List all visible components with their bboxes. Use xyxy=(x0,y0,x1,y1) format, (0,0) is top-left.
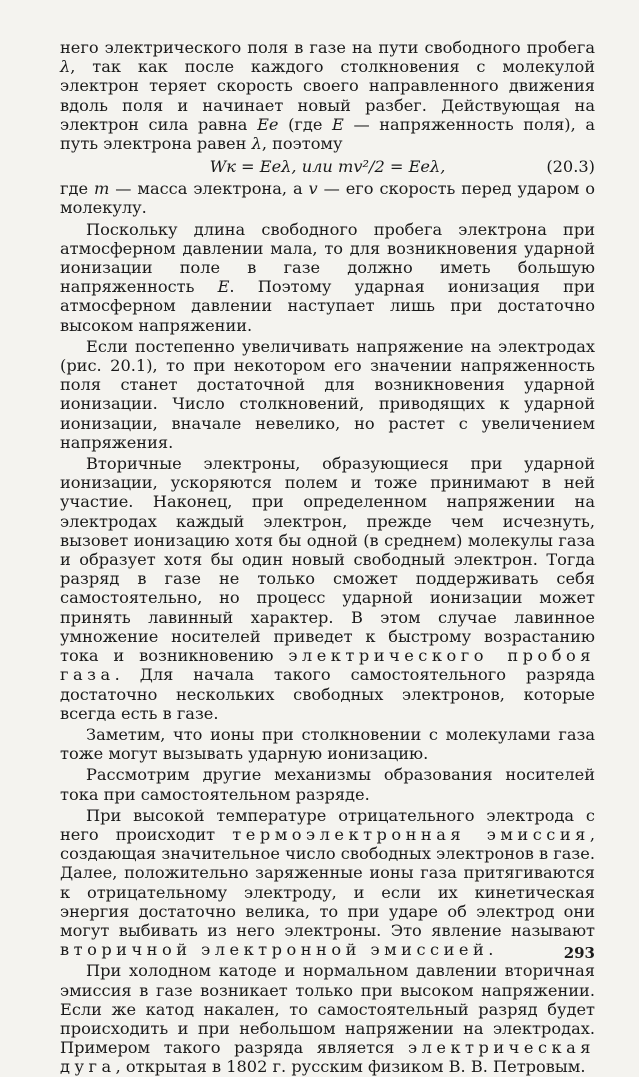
paragraph-7: Рассмотрим другие механизмы образования носителей тока при самостоятельном разряде. xyxy=(60,765,595,804)
text-run: . Для начала такого самостоятельного разряда достаточно нескольких свободных электронов, которые всегда есть в газе. xyxy=(60,665,595,723)
text-run: где xyxy=(60,179,94,199)
symbol-lambda: λ xyxy=(251,134,262,154)
text-run: . xyxy=(488,940,494,960)
text-run: (где xyxy=(278,114,333,134)
text-run: него электрического поля в газе на пути свободного пробега xyxy=(60,38,595,57)
paragraph-1 xyxy=(60,38,595,153)
term-electric-breakdown: электрического пробоя газа xyxy=(60,646,595,685)
formula-number: (20.3) xyxy=(546,157,595,177)
text-run: — напряженность поля), а путь электрона равен xyxy=(60,114,595,154)
text-run: , так как после каждого столкновения с молекулой электрон теряет скорость своего направленного движения вдоль поля и начинает новый разбег. Действующая на электрон сила равна xyxy=(60,57,595,134)
paragraph-6: Заметим, что ионы при столкновении с молекулами газа тоже могут вызывать ударную ионизацию. xyxy=(60,724,595,764)
text-run: При высокой температуре отрицательного электрода с него происходит xyxy=(60,805,595,844)
page-number: 293 xyxy=(563,944,595,962)
formula-expression: Wк = Eeλ, или mv²/2 = Eeλ, xyxy=(209,157,446,177)
term-thermionic-emission: термоэлектронная эмиссия xyxy=(232,824,590,844)
symbol-e: E xyxy=(332,114,344,134)
text-run: , поэтому xyxy=(261,134,343,154)
paragraph-9 xyxy=(60,961,595,1076)
symbol-m: m xyxy=(93,179,110,199)
text-run: Вторичные электроны, образующиеся при ударной ионизации, ускоряются полем и тоже принимают в ней участие. Наконец, при определенном напряжении на электродах каждый электрон, прежде чем исчезнуть, вызовет ионизацию хотя бы одной (в среднем) молекулы газа и образует хотя бы один новый свободный электрон. Тогда разряд в газе не только сможет поддерживать себя самостоятельно, но процесс ударной ионизации может принять лавинный характер. В этом случае лавинное умножение носителей приведет к быстрому возрастанию тока и возникновению xyxy=(60,454,595,666)
text-run: — его скорость перед ударом о молекулу. xyxy=(60,179,595,218)
symbol-e: E xyxy=(217,277,230,297)
paragraph-8 xyxy=(60,806,595,960)
text-run: При холодном катоде и нормальном давлении вторичная эмиссия в газе возникает только при высоком напряжении. Если же катод накален, то самостоятельный разряд будет происходить и при небольшом напряжении на электродах. Примером такого разряда является xyxy=(60,961,595,1058)
text-run: — масса электрона, а xyxy=(109,179,309,199)
paragraph-3 xyxy=(60,220,595,335)
symbol-v: v xyxy=(308,179,318,199)
text-run: , открытая в 1802 г. русским физиком В. В. Петровым. xyxy=(115,1057,586,1077)
formula-20-3 xyxy=(60,156,595,178)
term-electric-arc: электрическая дуга xyxy=(60,1038,595,1077)
symbol-ee: Ee xyxy=(257,114,279,134)
term-secondary-emission: вторичной электронной эмиссией xyxy=(60,940,489,960)
paragraph-2 xyxy=(60,179,595,217)
symbol-lambda: λ xyxy=(60,57,71,77)
text-run: . Поэтому ударная ионизация при атмосферном давлении наступает лишь при достаточно высоком напряжении. xyxy=(60,277,596,335)
paragraph-5 xyxy=(60,454,595,723)
text-run: , создающая значительное число свободных электронов в газе. Далее, положительно заряженные ионы газа притягиваются к отрицательному электроду, и если их кинетическая энергия достаточно велика, то при ударе об электрод они могут выбивать из него электроны. Это явление называют xyxy=(60,824,595,940)
paragraph-4: Если постепенно увеличивать напряжение на электродах (рис. 20.1), то при некотором его значении напряженность поля станет достаточной для возникновения ударной ионизации. Число столкновений, приводящих к ударной ионизации, вначале невелико, но растет с увеличением напряжения. xyxy=(60,336,595,452)
text-run: Поскольку длина свободного пробега электрона при атмосферном давлении мала, то для возникновения ударной ионизации поле в газе должно иметь большую напряженность xyxy=(60,219,595,297)
